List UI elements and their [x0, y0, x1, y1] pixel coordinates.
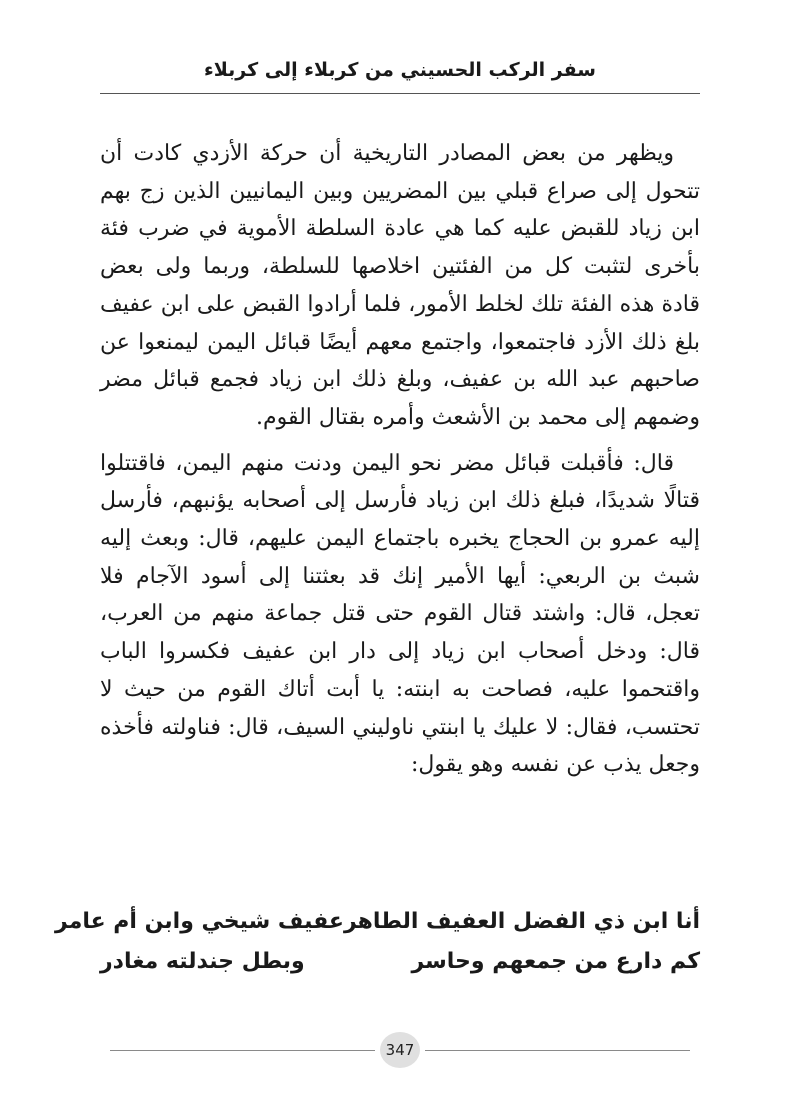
verse-first-hemistich: أنا ابن ذي الفضل العفيف الطاهر [343, 909, 700, 934]
book-title: سفر الركب الحسيني من كربلاء إلى كربلاء [204, 59, 596, 81]
running-header [100, 55, 700, 94]
poem-verse [100, 942, 700, 982]
page-number: 347 [380, 1032, 420, 1068]
verse-second-hemistich: وبطل جندلته مغادر [100, 949, 305, 974]
poem [55, 902, 700, 982]
poem-verse [55, 902, 700, 942]
paragraph: ويظهر من بعض المصادر التاريخية أن حركة الأزدي كادت أن تتحول إلى صراع قبلي بين المضريين وبين اليمانيين الذين زج بهم ابن زياد للقبض عليه كما هي عادة السلطة الأموية في ضرب فئة بأخرى لتثبت كل من الفئتين اخلاصها للسلطة، وربما ولى بعض قادة هذه الفئة تلك لخلط الأمور، فلما أرادوا القبض على ابن عفيف بلغ ذلك الأزد فاجتمعوا، واجتمع معهم أيضًا قبائل اليمن ليمنعوا عن صاحبهم عبد الله بن عفيف، وبلغ ذلك ابن زياد فجمع قبائل مضر وضمهم إلى محمد بن الأشعث وأمره بقتال القوم. [100, 141, 700, 430]
verse-first-hemistich: كم دارع من جمعهم وحاسر [411, 949, 700, 974]
footer-rule-left [110, 1050, 375, 1051]
header-divider [100, 93, 700, 94]
paragraph: قال: فأقبلت قبائل مضر نحو اليمن ودنت منهم اليمن، فاقتتلوا قتالًا شديدًا، فبلغ ذلك ابن زياد فأرسل إلى أصحابه يؤنبهم، فأرسل إليه عمرو بن الحجاج يخبره باجتماع اليمن عليهم، قال: وبعث إليه شبث بن الربعي: أيها الأمير إنك قد بعثتنا إلى أسود الآجام فلا تعجل، قال: واشتد قتال القوم حتى قتل جماعة منهم من العرب، قال: ودخل أصحاب ابن زياد إلى دار ابن عفيف فكسروا الباب واقتحموا عليه، فصاحت به ابنته: يا أبت أتاك القوم من حيث لا تحتسب، فقال: لا عليك يا ابنتي ناوليني السيف، قال: فناولته فأخذه وجعل يذب عن نفسه وهو يقول: [100, 450, 700, 778]
verse-second-hemistich: عفيف شيخي وابن أم عامر [55, 909, 344, 934]
body-text [100, 135, 700, 784]
page-footer [100, 1032, 700, 1068]
footer-rule-right [425, 1050, 690, 1051]
